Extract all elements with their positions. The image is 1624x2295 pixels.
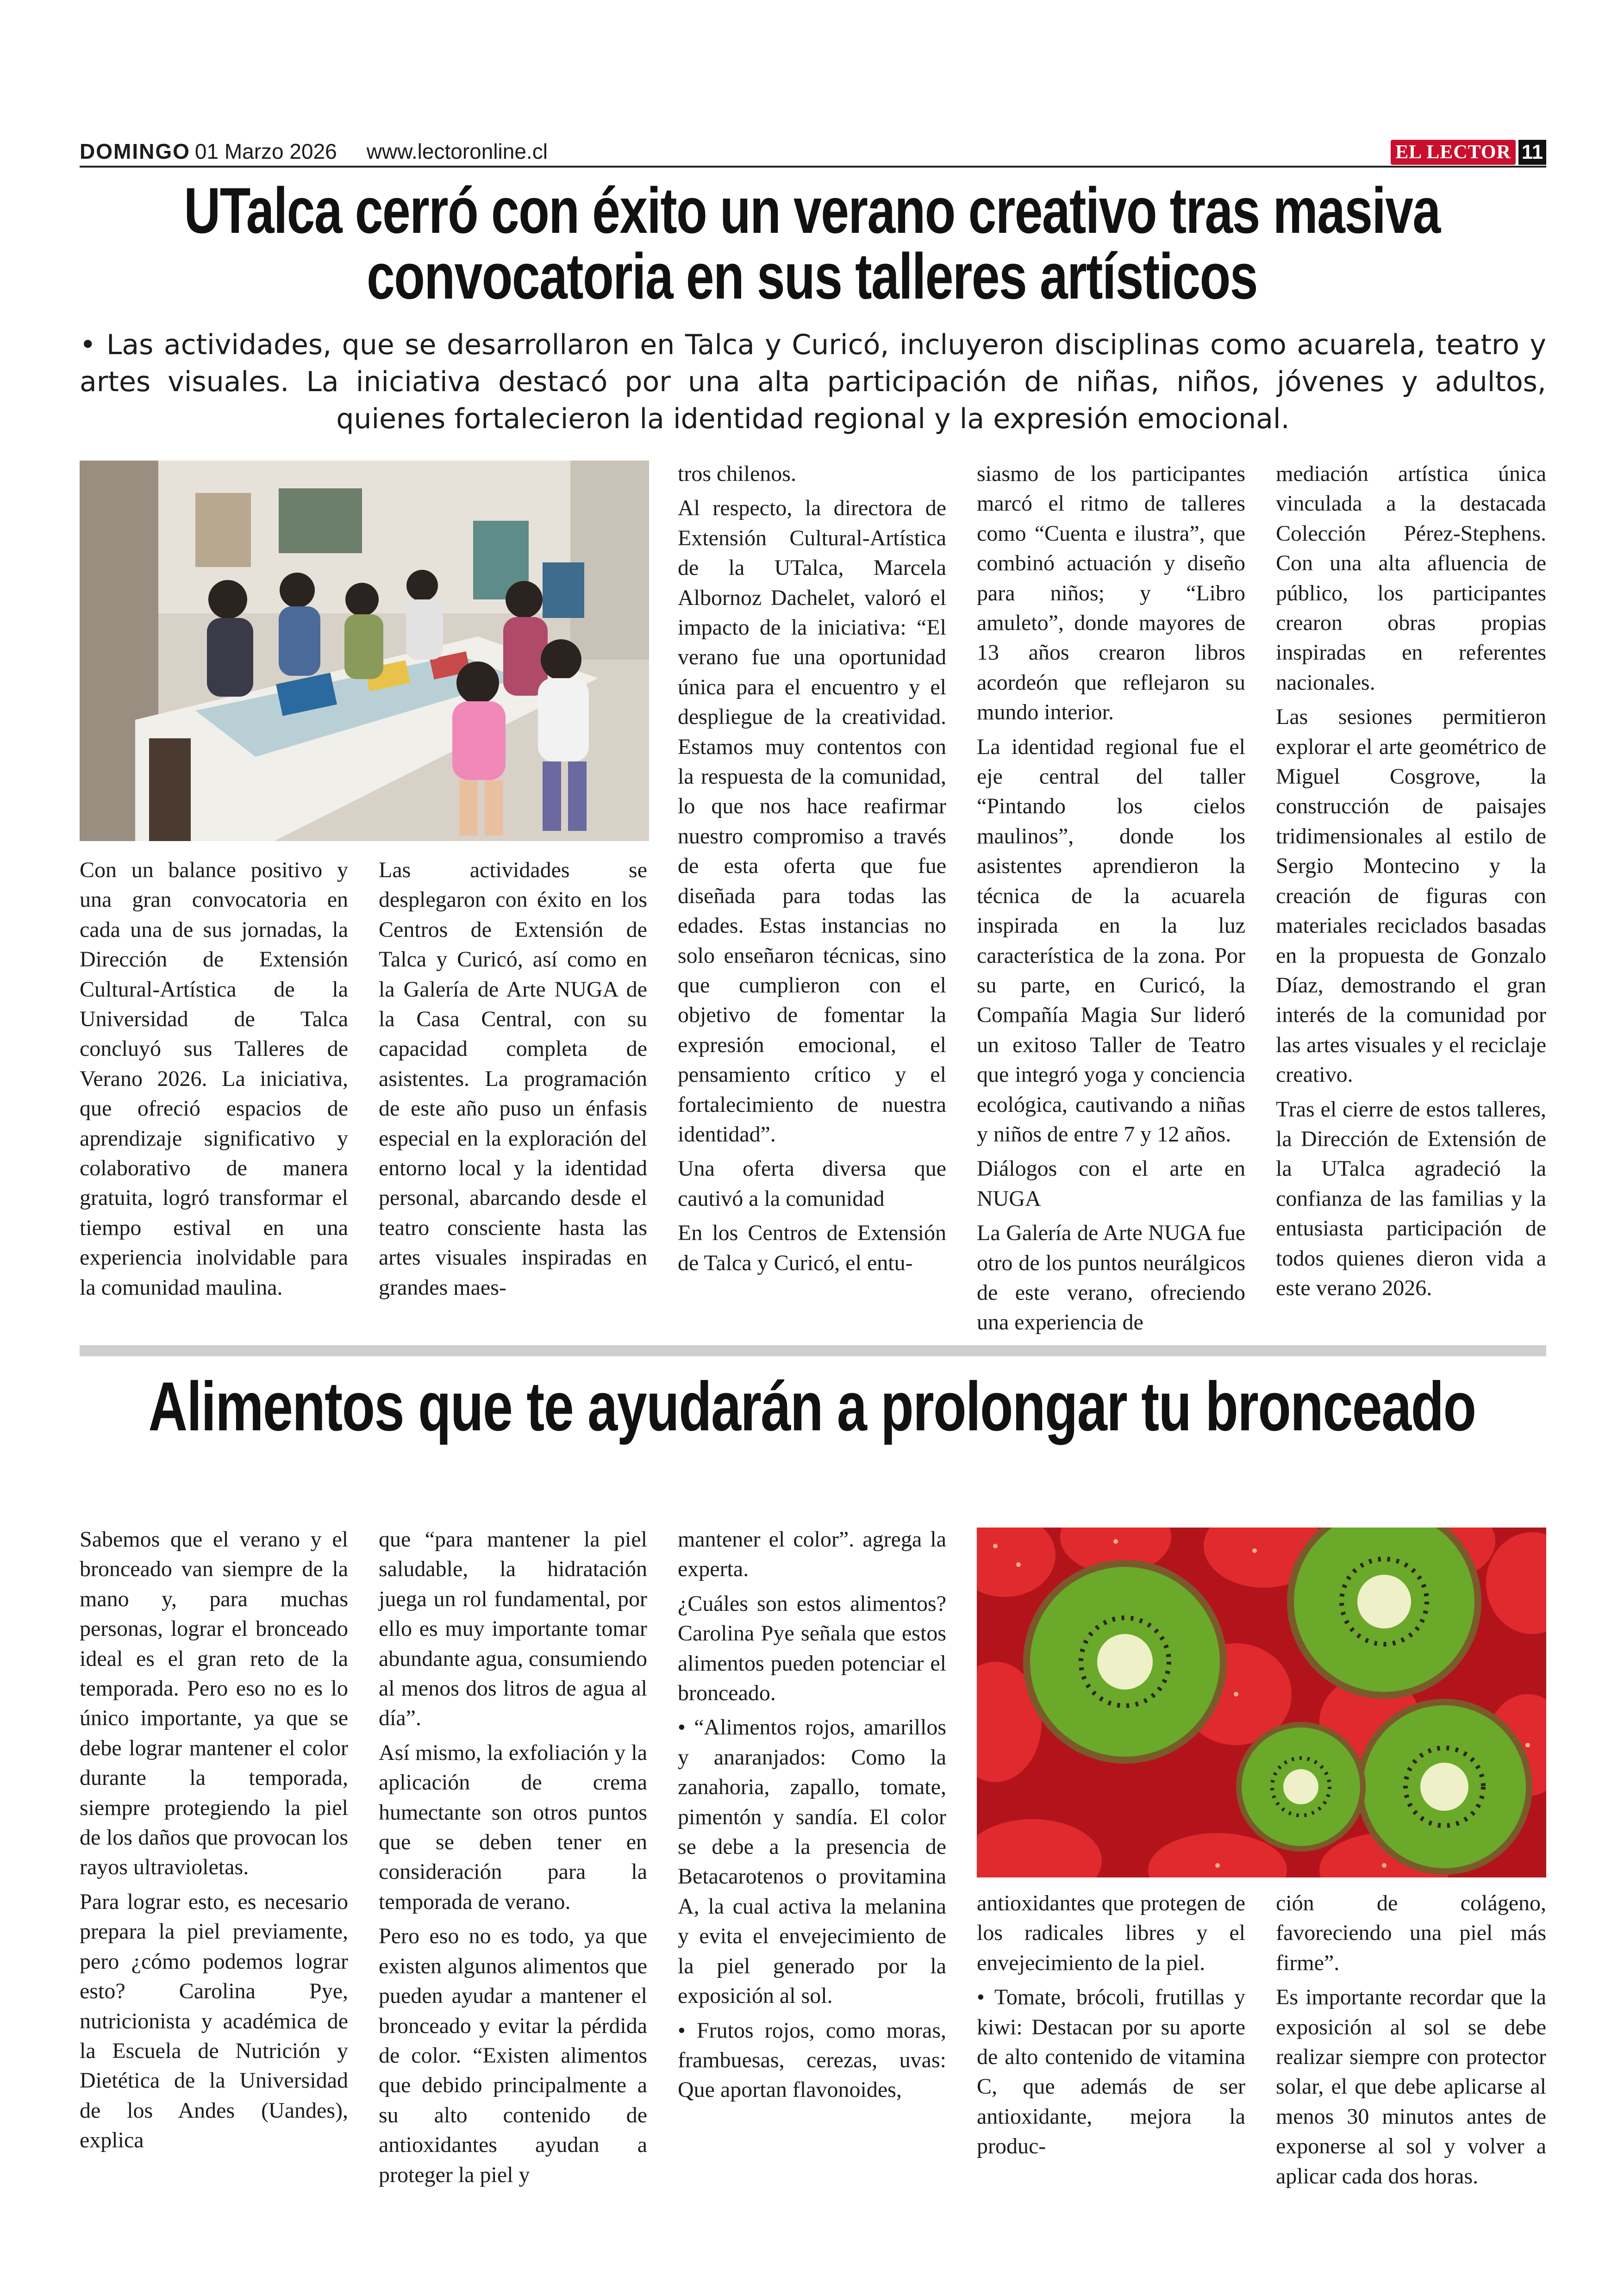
article2-title: Alimentos que te ayudarán a prolongar tu bronceado: [148, 1367, 1476, 1445]
page-number: 11: [1518, 140, 1546, 165]
newspaper-logo: [1391, 140, 1516, 165]
paragraph: que “para mantener la piel saludable, la hidratación juega un rol fundamental, por ello es muy importante tomar abundante agua, consumiendo al menos dos litros de agua al día”.: [379, 1527, 647, 1731]
list-item: • “Alimentos rojos, amarillos y anaranjados: Como la zanahoria, zapallo, tomate, pimentón y sandía. El color se debe a la presencia de Betacarotenos o provitamina A, la cual activa la melanina y evita el envejecimiento de la piel generado por la exposición al sol.: [678, 1715, 946, 2008]
article1-title: UTalca cerró con éxito un verano creativo tras masiva convocatoria en sus talleres artísticos: [184, 174, 1440, 312]
paragraph: La Galería de Arte NUGA fue otro de los puntos neurálgicos de este verano, ofreciendo una experiencia de: [977, 1221, 1245, 1335]
article1-column-5: [1276, 459, 1546, 1308]
article1-column-1: [80, 855, 348, 1307]
article2-column-1: [80, 1525, 348, 2160]
page-header: [80, 139, 548, 164]
subheading: Diálogos con el arte en NUGA: [977, 1156, 1245, 1211]
list-item: • Frutos rojos, como moras, frambuesas, cerezas, uvas: Que aportan flavonoides,: [678, 2018, 946, 2102]
article1-column-2: [379, 855, 647, 1307]
section-divider: [80, 1345, 1546, 1356]
article1-column-3: [678, 459, 946, 1283]
paragraph: Las sesiones permitieron explorar el arte geométrico de Miguel Cosgrove, la construcción de paisajes tridimensionales al estilo de Sergio Montecino y la creación de figuras con materiales reciclados basadas en la propuesta de Gonzalo Díaz, demostrando el gran interés de la comunidad por las artes visuales y el reciclaje creativo.: [1276, 705, 1546, 1087]
paragraph: antioxidantes que protegen de los radicales libres y el envejecimiento de la piel.: [977, 1891, 1245, 1975]
article2-column-5: [1276, 1889, 1546, 2196]
paragraph: mediación artística única vinculada a la destacada Colección Pérez-Stephens. Con una alta afluencia de público, los participantes crearon obras propias inspiradas en referentes nacionales.: [1276, 461, 1546, 695]
article2-column-4: [977, 1889, 1245, 2166]
article1-lead: • Las actividades, que se desarrollaron en Talca y Curicó, incluyeron disciplinas como acuarela, teatro y artes visuales. La iniciativa destacó por una alta participación de niñas, niños, jóvenes y adultos, quienes fortalecieron la identidad regional y la expresión emocional.: [80, 329, 1546, 435]
article1-column-4: [977, 459, 1245, 1342]
kiwi-strawberry-photo: [977, 1528, 1546, 1877]
paragraph: Así mismo, la exfoliación y la aplicación de crema humectante son otros puntos que se deben tener en consideración para la temporada de verano.: [379, 1740, 647, 1914]
paragraph: Para lograr esto, es necesario prepara la piel previamente, pero ¿cómo podemos lograr esto? Carolina Pye, nutricionista y académica de la Escuela de Nutrición y Dietética de la Universidad de los Andes (Uandes), explica: [80, 1889, 348, 2153]
paragraph: La identidad regional fue el eje central del taller “Pintando los cielos maulinos”, donde los asistentes aprendieron la técnica de la acuarela inspirada en la luz característica de la zona. Por su parte, en Curicó, la Compañía Magia Sur lideró un exitoso Taller de Teatro que integró yoga y conciencia ecológica, cautivando a niñas y niños de entre 7 y 12 años.: [977, 734, 1245, 1147]
paragraph: Sabemos que el verano y el bronceado van siempre de la mano y, para muchas personas, lograr el bronceado ideal es el gran reto de la temporada. Pero eso no es lo único importante, ya que se debe lograr mantener el color durante la temporada, siempre protegiendo la piel de los daños que provocan los rayos ultravioletas.: [80, 1527, 348, 1880]
paragraph: Pero eso no es todo, ya que existen algunos alimentos que pueden ayudar a mantener el bronceado y evitar la pérdida de color. “Existen alimentos que debido principalmente a su alto contenido de antioxidantes ayudan a proteger la piel y: [379, 1924, 647, 2187]
header-day: DOMINGO: [80, 139, 190, 163]
header-website: www.lectoronline.cl: [366, 139, 548, 163]
paragraph: siasmo de los participantes marcó el ritmo de talleres como “Cuenta e ilustra”, que combinó actuación y diseño para niños; y “Libro amuleto”, donde mayores de 13 años crearon libros acordeón que reflejaron su mundo interior.: [977, 461, 1245, 725]
paragraph: Las actividades se desplegaron con éxito en los Centros de Extensión de Talca y Curicó, así como en la Galería de Arte NUGA de la Casa Central, con su capacidad completa de asistentes. La programación de este año puso un énfasis especial en la exploración del entorno local y la identidad personal, abarcando desde el teatro consciente hasta las artes visuales inspiradas en grandes maes-: [379, 858, 647, 1300]
paragraph: tros chilenos.: [678, 461, 796, 486]
header-date: 01 Marzo 2026: [194, 139, 337, 163]
article2-column-2: [379, 1525, 647, 2195]
paragraph: En los Centros de Extensión de Talca y Curicó, el entu-: [678, 1221, 946, 1275]
paragraph: Al respecto, la directora de Extensión Cultural-Artística de la UTalca, Marcela Albornoz Dachelet, valoró el impacto de la iniciativa: “El verano fue una oportunidad única para el encuentro y el despliegue de la creatividad. Estamos muy contentos con la respuesta de la comunidad, lo que nos hace reafirmar nuestro compromiso a través de esta oferta que fue diseñada para todas las edades. Estas instancias no solo enseñaron técnicas, sino que cumplieron con el objetivo de fomentar la expresión emocional, el pensamiento crítico y el fortalecimiento de nuestra identidad”.: [678, 496, 946, 1147]
article2-column-3: [678, 1525, 946, 2110]
header-rule: [80, 166, 1546, 168]
paragraph: ción de colágeno, favoreciendo una piel más firme”.: [1276, 1891, 1546, 1975]
paragraph: Con un balance positivo y una gran convocatoria en cada una de sus jornadas, la Dirección de Extensión Cultural-Artística de la Universidad de Talca concluyó sus Talleres de Verano 2026. La iniciativa, que ofreció espacios de aprendizaje significativo y colaborativo de manera gratuita, logró transformar el tiempo estival en una experiencia inolvidable para la comunidad maulina.: [80, 858, 348, 1300]
workshop-photo: [80, 461, 649, 841]
paragraph: ¿Cuáles son estos alimentos? Carolina Pye señala que estos alimentos pueden potenciar el bronceado.: [678, 1591, 946, 1706]
paragraph: Es importante recordar que la exposición al sol se debe realizar siempre con protector solar, el que debe aplicarse al menos 30 minutos antes de exponerse al sol y volver a aplicar cada dos horas.: [1276, 1985, 1546, 2189]
paragraph: mantener el color”. agrega la experta.: [678, 1527, 946, 1582]
paragraph: Tras el cierre de estos talleres, la Dirección de Extensión de la UTalca agradeció la confianza de las familias y la entusiasta participación de todos quienes dieron vida a este verano 2026.: [1276, 1097, 1546, 1300]
subheading: Una oferta diversa que cautivó a la comunidad: [678, 1156, 946, 1211]
logo-text: EL LECTOR: [1395, 142, 1511, 163]
list-item: • Tomate, brócoli, frutillas y kiwi: Destacan por su aporte de alto contenido de vitamina C, que además de ser antioxidante, mejora la produc-: [977, 1985, 1245, 2159]
